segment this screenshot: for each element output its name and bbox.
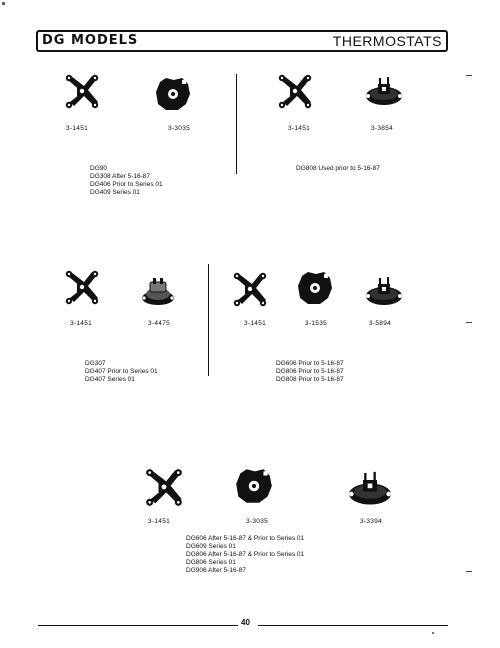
x-shaped-thermostat-icon	[62, 268, 102, 308]
category-title: THERMOSTATS	[332, 33, 442, 49]
model-note: DG808 Prior to 5-16-87	[276, 376, 344, 383]
part-number: 3-1451	[244, 320, 267, 327]
section-title: DG MODELS	[42, 33, 139, 48]
model-note: DG307	[85, 360, 106, 367]
model-note: DG308 After 5-16-87	[90, 173, 150, 180]
model-note: DG606 After 5-16-87 & Prior to Series 01	[186, 535, 305, 542]
part-number: 3-3035	[168, 125, 191, 132]
x-shaped-thermostat-icon	[275, 72, 315, 112]
model-note: DG806 Series 01	[186, 559, 236, 566]
model-note: DG90	[90, 165, 107, 172]
divider	[208, 264, 209, 376]
model-notes	[276, 360, 344, 384]
part-number: 3-1451	[148, 518, 171, 525]
scan-dot	[2, 2, 5, 5]
model-note: DG806 Prior to 5-16-87	[276, 368, 344, 375]
part-number: 3-3394	[360, 518, 383, 525]
model-notes	[186, 535, 304, 575]
part-number: 3-1451	[66, 125, 89, 132]
part-number: 3-1535	[305, 320, 328, 327]
x-shaped-thermostat-icon	[142, 466, 186, 510]
oval-thermostat-icon	[344, 466, 396, 508]
x-shaped-thermostat-icon	[62, 72, 102, 112]
model-note: DG609 Series 01	[186, 543, 236, 550]
part-number: 3-1451	[288, 125, 311, 132]
part-number: 3-5894	[369, 320, 392, 327]
divider	[236, 74, 237, 174]
page-header	[36, 30, 448, 52]
x-shaped-thermostat-icon	[230, 270, 270, 310]
page-number: 40	[241, 618, 250, 627]
oval-thermostat-icon	[362, 272, 406, 308]
part-number: 3-4475	[148, 320, 171, 327]
scan-dot	[432, 632, 434, 634]
model-note: DG407 Prior to Series 01	[85, 368, 158, 375]
scan-mark	[466, 75, 472, 76]
model-notes	[85, 360, 158, 384]
oval-thermostat-icon	[362, 72, 406, 108]
scan-mark	[466, 322, 472, 323]
model-note: DG406 Prior to Series 01	[90, 181, 163, 188]
model-notes	[90, 165, 163, 197]
scan-mark	[466, 571, 472, 572]
round-thermostat-icon	[152, 74, 194, 114]
model-note: DG606 Prior to 5-16-87	[276, 360, 344, 367]
round-thermostat-icon	[294, 268, 338, 310]
disc-thermostat-icon	[138, 272, 178, 308]
part-number: 3-1451	[70, 320, 93, 327]
model-note: DG806 After 5-16-87 & Prior to Series 01	[186, 551, 305, 558]
footer-rule-left	[38, 625, 238, 626]
part-number: 3-3854	[371, 125, 394, 132]
part-number: 3-3035	[246, 518, 269, 525]
footer-rule-right	[258, 625, 448, 626]
model-note: DG409 Series 01	[90, 189, 140, 196]
model-notes	[296, 165, 380, 173]
model-note: DG407 Series 01	[85, 376, 135, 383]
model-note: DG808 Used prior to 5-16-87	[296, 165, 380, 172]
model-note: DG906 After 5-16-87	[186, 567, 246, 574]
round-thermostat-icon	[232, 464, 276, 508]
